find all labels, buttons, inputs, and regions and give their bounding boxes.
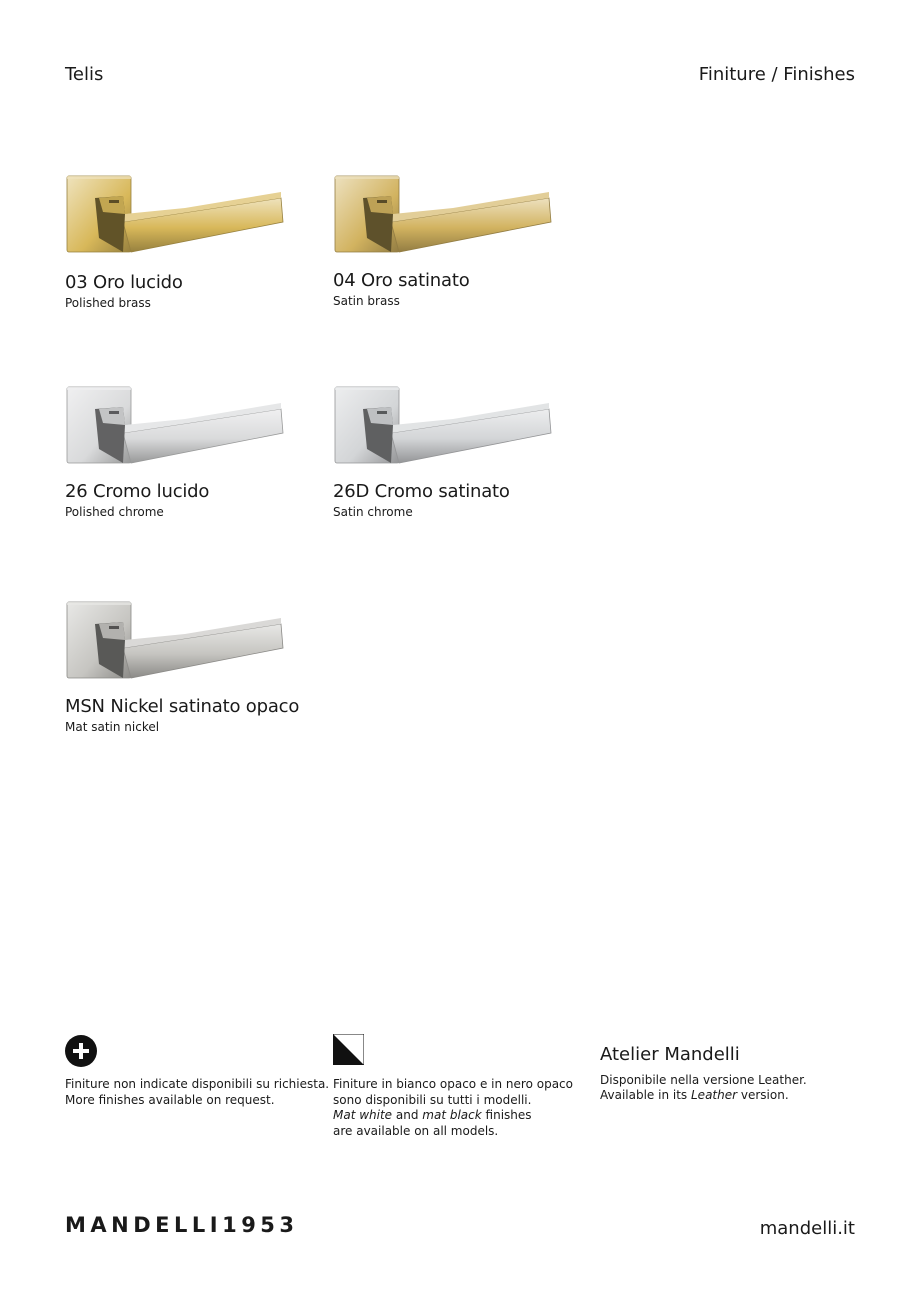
note-text-it: Finiture non indicate disponibili su richiesta.	[65, 1077, 330, 1091]
finish-item-satin-chrome	[333, 379, 583, 519]
finish-name: MSN Nickel satinato opaco	[65, 696, 300, 717]
note-text-it-2: sono disponibili su tutti i modelli.	[333, 1092, 532, 1107]
emphasis-mat-white: Mat white	[333, 1108, 393, 1122]
finish-item-satin-brass	[333, 168, 583, 308]
door-handle-image	[333, 379, 555, 467]
door-handle-image	[65, 379, 287, 467]
plus-circle-icon	[65, 1035, 97, 1067]
finish-subtitle: Mat satin nickel	[65, 720, 160, 734]
finish-name: 04 Oro satinato	[333, 270, 470, 291]
finish-item-mat-satin-nickel	[65, 594, 315, 734]
door-handle-image	[65, 594, 287, 682]
finish-subtitle: Polished brass	[65, 296, 151, 310]
note-text-en-1	[333, 1108, 573, 1124]
note-text-en: More finishes available on request.	[65, 1092, 275, 1107]
finish-subtitle: Satin chrome	[333, 505, 413, 519]
atelier-text-en	[600, 1088, 807, 1104]
note-more-finishes	[65, 1077, 329, 1108]
door-handle-image	[333, 168, 555, 256]
finish-name: 26 Cromo lucido	[65, 481, 210, 502]
atelier-title: Atelier Mandelli	[600, 1044, 740, 1065]
connector-text: version.	[737, 1088, 789, 1102]
brand-logo: MANDELLI1953	[65, 1213, 299, 1237]
connector-text: finishes	[481, 1108, 532, 1122]
website-link[interactable]: mandelli.it	[759, 1218, 855, 1239]
finish-item-polished-brass	[65, 168, 315, 310]
emphasis-mat-black: mat black	[422, 1108, 482, 1122]
connector-text: Available in its	[600, 1088, 691, 1102]
note-atelier	[600, 1044, 807, 1104]
section-title: Finiture / Finishes	[698, 64, 855, 85]
door-handle-image	[65, 168, 287, 258]
black-white-swatch-icon	[333, 1034, 364, 1065]
connector-text: and	[392, 1108, 423, 1122]
note-text-en-2: are available on all models.	[333, 1123, 499, 1138]
emphasis-leather: Leather	[691, 1088, 738, 1102]
page-title: Telis	[65, 64, 104, 85]
finish-name: 26D Cromo satinato	[333, 481, 510, 502]
finish-subtitle: Polished chrome	[65, 505, 164, 519]
atelier-text-it: Disponibile nella versione Leather.	[600, 1072, 807, 1087]
note-text-it-1: Finiture in bianco opaco e in nero opaco	[333, 1077, 573, 1091]
finish-name: 03 Oro lucido	[65, 272, 183, 293]
note-matte-finishes	[333, 1077, 573, 1139]
finish-item-polished-chrome	[65, 379, 315, 519]
finish-subtitle: Satin brass	[333, 294, 400, 308]
